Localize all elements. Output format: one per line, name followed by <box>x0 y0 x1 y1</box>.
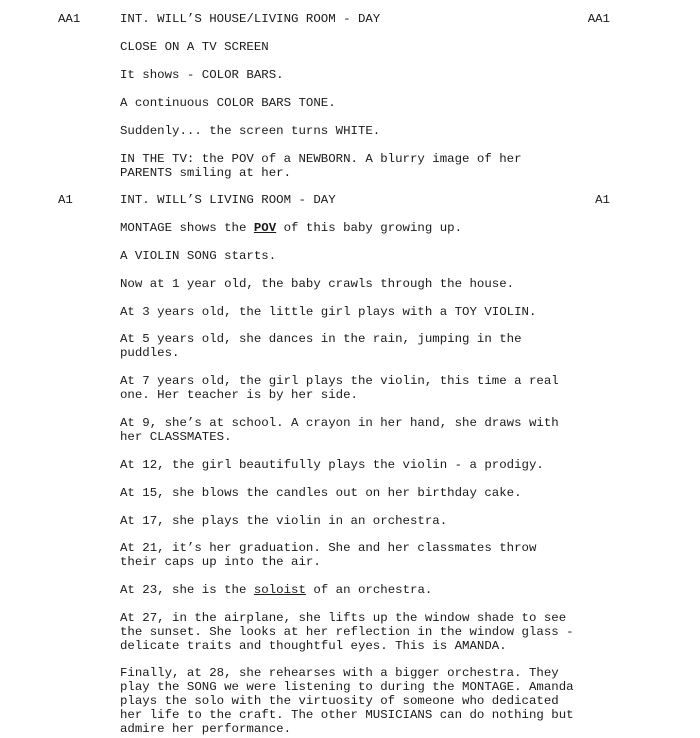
action-line: A continuous COLOR BARS TONE. <box>120 96 336 110</box>
action-line: Suddenly... the screen turns WHITE. <box>120 124 381 138</box>
action-line: At 17, she plays the violin in an orchestra. <box>120 514 448 528</box>
pov-emphasis: POV <box>253 221 277 235</box>
soloist-text: of an orchestra. <box>305 583 433 597</box>
action-line: Now at 1 year old, the baby crawls through the house. <box>120 277 515 291</box>
soloist-line <box>120 583 620 597</box>
action-line: At 5 years old, she dances in the rain, jumping in the puddles. <box>120 332 522 360</box>
action-line: IN THE TV: the POV of a NEWBORN. A blurry image of her PARENTS smiling at her. <box>120 152 522 180</box>
scene-heading: INT. WILL’S LIVING ROOM - DAY <box>120 193 336 207</box>
action-line: At 3 years old, the little girl plays with a TOY VIOLIN. <box>120 305 537 319</box>
montage-line <box>120 221 620 235</box>
action-line: A VIOLIN SONG starts. <box>120 249 277 263</box>
montage-text: MONTAGE shows the <box>120 221 254 235</box>
action-line: Finally, at 28, she rehearses with a bigger orchestra. They play the SONG we were listening to during the MONTAGE. Amanda plays the solo with the virtuosity of someone who dedicated her life to the craft. The other MUSICIANS can do nothing but admire her performance. <box>120 666 574 736</box>
action-line: CLOSE ON A TV SCREEN <box>120 40 269 54</box>
scene-number-left: AA1 <box>58 12 81 26</box>
scene-number-right: A1 <box>595 193 610 207</box>
scene-number-left: A1 <box>58 193 73 207</box>
action-line: At 7 years old, the girl plays the violin, this time a real one. Her teacher is by her side. <box>120 374 559 402</box>
action-line: At 21, it’s her graduation. She and her classmates throw their caps up into the air. <box>120 541 537 569</box>
soloist-text: At 23, she is the <box>120 583 254 597</box>
montage-text: of this baby growing up. <box>276 221 463 235</box>
action-line: At 27, in the airplane, she lifts up the window shade to see the sunset. She looks at her reflection in the window glass - delicate traits and thoughtful eyes. This is AMANDA. <box>120 611 574 653</box>
scene-number-right: AA1 <box>587 12 610 26</box>
action-line: It shows - COLOR BARS. <box>120 68 284 82</box>
action-line: At 12, the girl beautifully plays the violin - a prodigy. <box>120 458 544 472</box>
scene-heading: INT. WILL’S HOUSE/LIVING ROOM - DAY <box>120 12 381 26</box>
soloist-emphasis: soloist <box>253 583 306 597</box>
action-line: At 15, she blows the candles out on her birthday cake. <box>120 486 522 500</box>
action-line: At 9, she’s at school. A crayon in her hand, she draws with her CLASSMATES. <box>120 416 559 444</box>
